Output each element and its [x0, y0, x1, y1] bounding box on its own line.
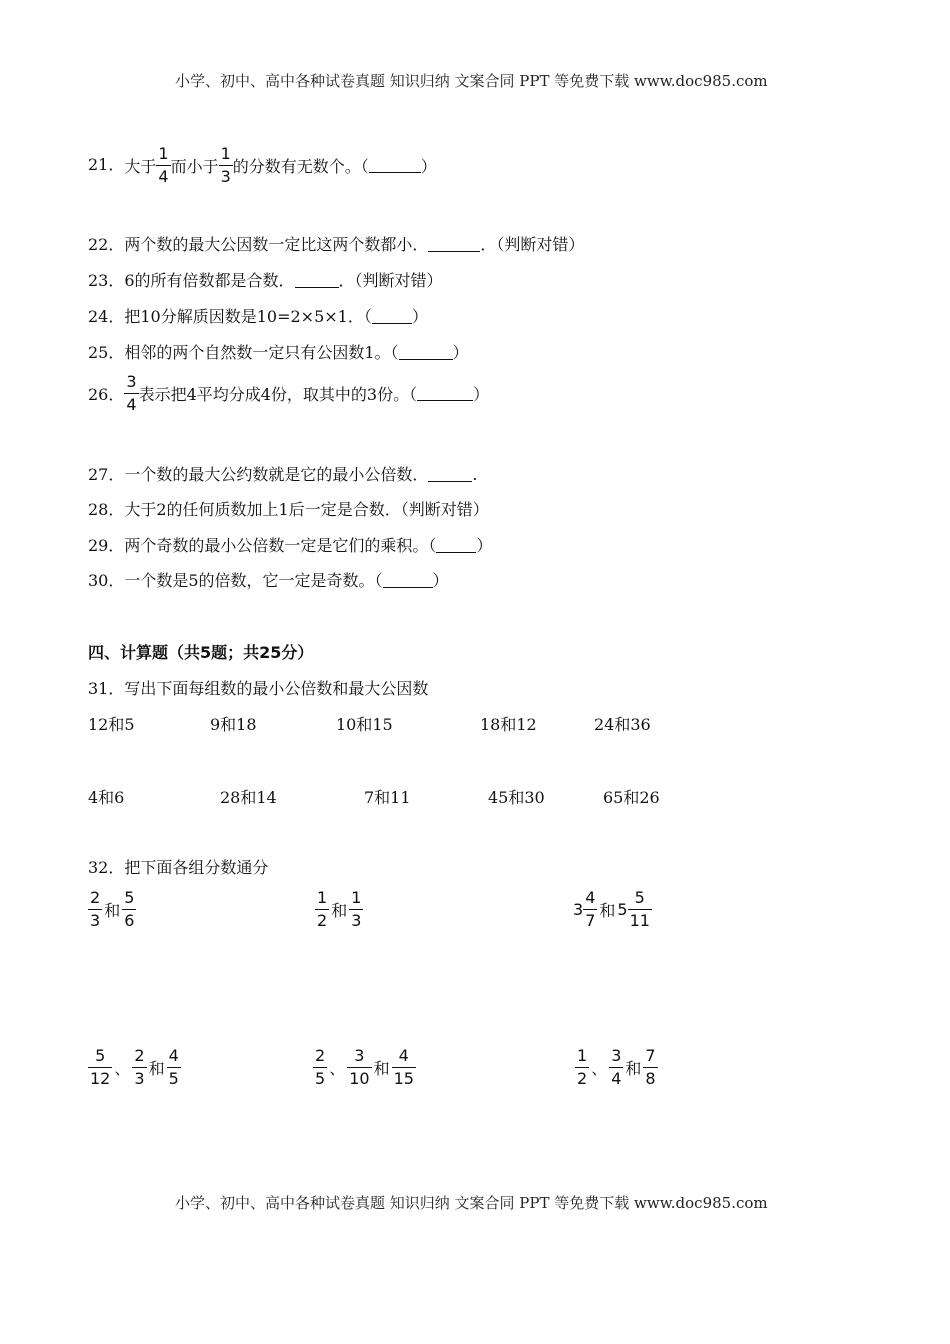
question-29: 29．两个奇数的最小公倍数一定是它们的乘积。（ ） [88, 536, 493, 555]
number-pair: 9和18 [210, 715, 257, 734]
answer-blank[interactable] [372, 309, 412, 324]
answer-blank[interactable] [399, 345, 453, 360]
fraction-group: $\frac{1}{2}$ 和 $\frac{1}{3}$ [317, 888, 362, 930]
answer-blank[interactable] [436, 538, 476, 553]
number-pair: 28和14 [220, 788, 277, 807]
question-25: 25．相邻的两个自然数一定只有公因数1。（ ） [88, 343, 469, 362]
fraction: $\frac{2}{3}$ [90, 888, 101, 930]
fraction: $\frac{1}{3}$ [351, 888, 362, 930]
fraction: $\frac{3}{10}$ [349, 1046, 370, 1088]
fraction: $\frac{1}{2}$ [577, 1046, 588, 1088]
fraction: $\frac{5}{11}$ [629, 888, 650, 930]
fraction: $\frac{7}{8}$ [645, 1046, 656, 1088]
question-22: 22．两个数的最大公因数一定比这两个数都小． ．（判断对错） [88, 235, 585, 254]
fraction: $\frac{5}{12}$ [90, 1046, 111, 1088]
question-26: 26． $\frac{3}{4}$ 表示把4平均分成4份，取其中的3份。（ ） [88, 372, 490, 414]
fraction: $\frac{4}{15}$ [393, 1046, 414, 1088]
page-footer: 小学、初中、高中各种试卷真题 知识归纳 文案合同 PPT 等免费下载 www.doc985.com [175, 1194, 768, 1212]
question-24: 24．把10分解质因数是10=2×5×1．（ ） [88, 307, 428, 326]
question-28: 28．大于2的任何质数加上1后一定是合数．（判断对错） [88, 500, 489, 519]
answer-blank[interactable] [383, 573, 433, 588]
question-text: 而小于 [170, 157, 219, 176]
number-pair: 7和11 [364, 788, 411, 807]
fraction: $\frac{3}{4}$ [126, 372, 137, 414]
fraction: $\frac{2}{5}$ [315, 1046, 326, 1088]
number-pair: 4和6 [88, 788, 125, 807]
question-text: 的分数有无数个。（ [232, 157, 369, 176]
section-heading: 四、计算题（共5题；共25分） [88, 643, 314, 662]
number-pair: 10和15 [336, 715, 393, 734]
fraction-group: 3 $\frac{4}{7}$ 和 5 $\frac{5}{11}$ [573, 888, 650, 930]
page-header: 小学、初中、高中各种试卷真题 知识归纳 文案合同 PPT 等免费下载 www.doc985.com [175, 72, 768, 90]
fraction: $\frac{3}{4}$ [611, 1046, 622, 1088]
fraction: $\frac{1}{3}$ [220, 144, 231, 186]
fraction: $\frac{1}{2}$ [317, 888, 328, 930]
fraction: $\frac{5}{6}$ [124, 888, 135, 930]
answer-blank[interactable] [369, 158, 421, 173]
question-31: 31．写出下面每组数的最小公倍数和最大公因数 [88, 679, 429, 698]
question-text: 大于 [124, 157, 157, 176]
question-number: 21． [88, 155, 125, 174]
fraction-group: $\frac{5}{12}$ 、 $\frac{2}{3}$ 和 $\frac{4}{5}$ [90, 1046, 179, 1088]
fraction: $\frac{4}{5}$ [168, 1046, 179, 1088]
number-pair: 65和26 [603, 788, 660, 807]
fraction: $\frac{4}{7}$ [585, 888, 596, 930]
fraction-group: $\frac{2}{3}$ 和 $\frac{5}{6}$ [90, 888, 135, 930]
question-23: 23．6的所有倍数都是合数． ．（判断对错） [88, 271, 443, 290]
question-21: 21．大于 $\frac{1}{4}$ 而小于 $\frac{1}{3}$ 的分数有无数个。（ ） [88, 144, 437, 186]
fraction: $\frac{2}{3}$ [134, 1046, 145, 1088]
answer-blank[interactable] [428, 237, 480, 252]
number-pair: 45和30 [488, 788, 545, 807]
question-32: 32．把下面各组分数通分 [88, 858, 269, 877]
fraction-group: $\frac{2}{5}$ 、 $\frac{3}{10}$ 和 $\frac{4}{15}$ [315, 1046, 414, 1088]
number-pair: 12和5 [88, 715, 135, 734]
number-pair: 24和36 [594, 715, 651, 734]
answer-blank[interactable] [417, 386, 473, 401]
fraction-group: $\frac{1}{2}$ 、 $\frac{3}{4}$ 和 $\frac{7}{8}$ [577, 1046, 656, 1088]
question-30: 30．一个数是5的倍数，它一定是奇数。（ ） [88, 571, 449, 590]
answer-blank[interactable] [295, 273, 339, 288]
number-pair: 18和12 [480, 715, 537, 734]
fraction: $\frac{1}{4}$ [158, 144, 169, 186]
answer-blank[interactable] [428, 467, 472, 482]
question-27: 27．一个数的最大公约数就是它的最小公倍数． . [88, 465, 478, 484]
